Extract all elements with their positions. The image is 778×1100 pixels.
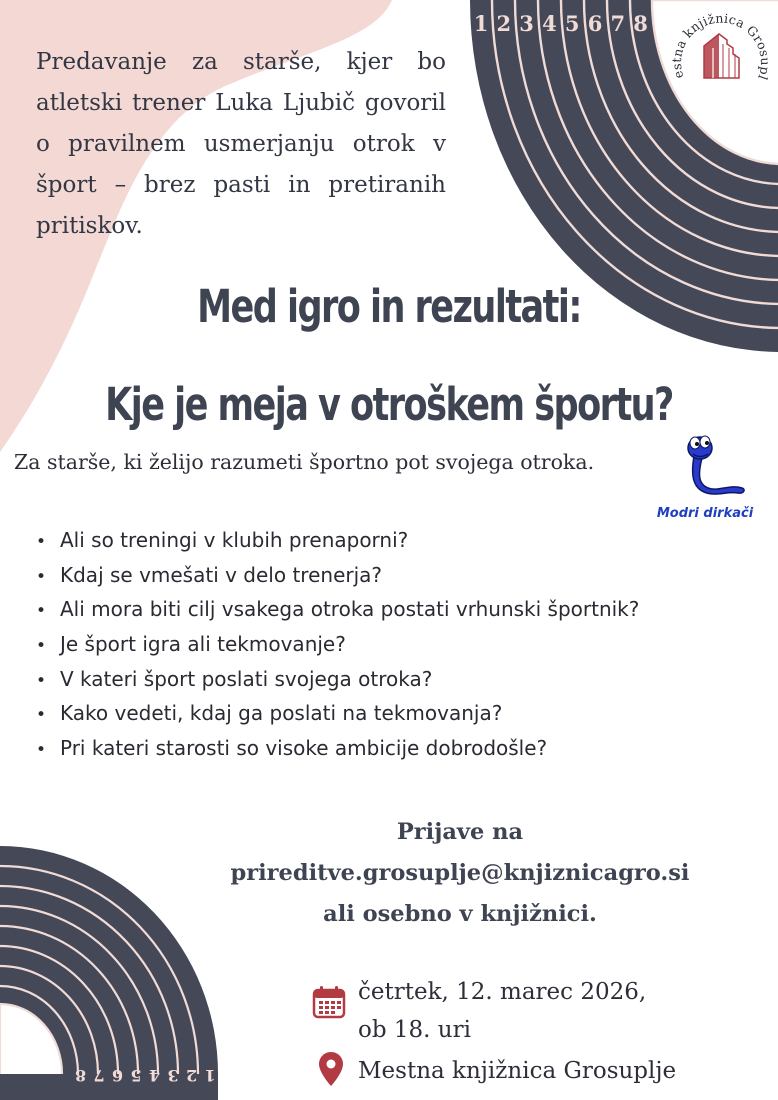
lane-number: 8 xyxy=(633,11,648,36)
lane-number: 7 xyxy=(610,11,626,36)
list-item: • V kateri šport poslati svojega otroka? xyxy=(36,666,433,691)
list-item: • Kdaj se vmešati v delo trenerja? xyxy=(36,562,383,587)
question-list xyxy=(36,523,639,766)
title-line-1: Med igro in rezultati: xyxy=(197,280,581,333)
calendar-icon xyxy=(312,985,346,1019)
event-date: četrtek, 12. marec 2026, xyxy=(358,979,647,1005)
lane-number: 6 xyxy=(587,11,603,36)
registration-in-person: ali osebno v knjižnici. xyxy=(323,901,597,927)
list-item: • Ali so treningi v klubih prenaporni? xyxy=(36,528,409,552)
event-time: ob 18. uri xyxy=(358,1017,471,1043)
library-logo-text: estna knjižnica Grosupl xyxy=(668,10,774,83)
event-location: Mestna knjižnica Grosuplje xyxy=(358,1058,677,1084)
list-item: • Ali mora biti cilj vsakega otroka postati vrhunski športnik? xyxy=(36,597,640,622)
list-item: • Je šport igra ali tekmovanje? xyxy=(36,632,346,657)
lane-number: 4 xyxy=(148,1066,161,1085)
mascot-label: Modri dirkači xyxy=(656,506,754,521)
registration-heading: Prijave na xyxy=(396,819,524,845)
lane-number: 8 xyxy=(74,1066,87,1085)
lane-number: 3 xyxy=(167,1066,179,1085)
lane-number: 1 xyxy=(473,11,489,36)
lane-number: 7 xyxy=(93,1066,105,1085)
lane-number: 5 xyxy=(564,11,580,36)
lane-number: 5 xyxy=(130,1066,142,1085)
mascot-worm-icon xyxy=(688,436,744,494)
lane-number: 1 xyxy=(204,1066,216,1085)
list-item: • Pri kateri starosti so visoke ambicije dobrodošle? xyxy=(36,736,548,761)
lane-number: 4 xyxy=(542,11,557,36)
lane-number: 3 xyxy=(519,11,534,36)
lane-number: 2 xyxy=(496,11,512,36)
list-item: • Kako vedeti, kdaj ga poslati na tekmovanja? xyxy=(36,701,503,726)
subtitle: Za starše, ki želijo razumeti športno pot svojega otroka. xyxy=(14,450,595,474)
intro-paragraph: Predavanje za starše, kjer bo atletski trener Luka Ljubič govoril o pravilnem usmerjanju otrok v šport – brez pasti in pretiranih pritiskov. xyxy=(36,49,446,239)
location-pin-icon xyxy=(318,1051,344,1087)
registration-email[interactable]: prireditve.grosuplje@knjiznicagro.si xyxy=(230,860,690,886)
lane-number: 6 xyxy=(111,1066,124,1085)
title-line-2: Kje je meja v otroškem športu? xyxy=(105,378,673,431)
lane-number: 2 xyxy=(185,1066,198,1085)
